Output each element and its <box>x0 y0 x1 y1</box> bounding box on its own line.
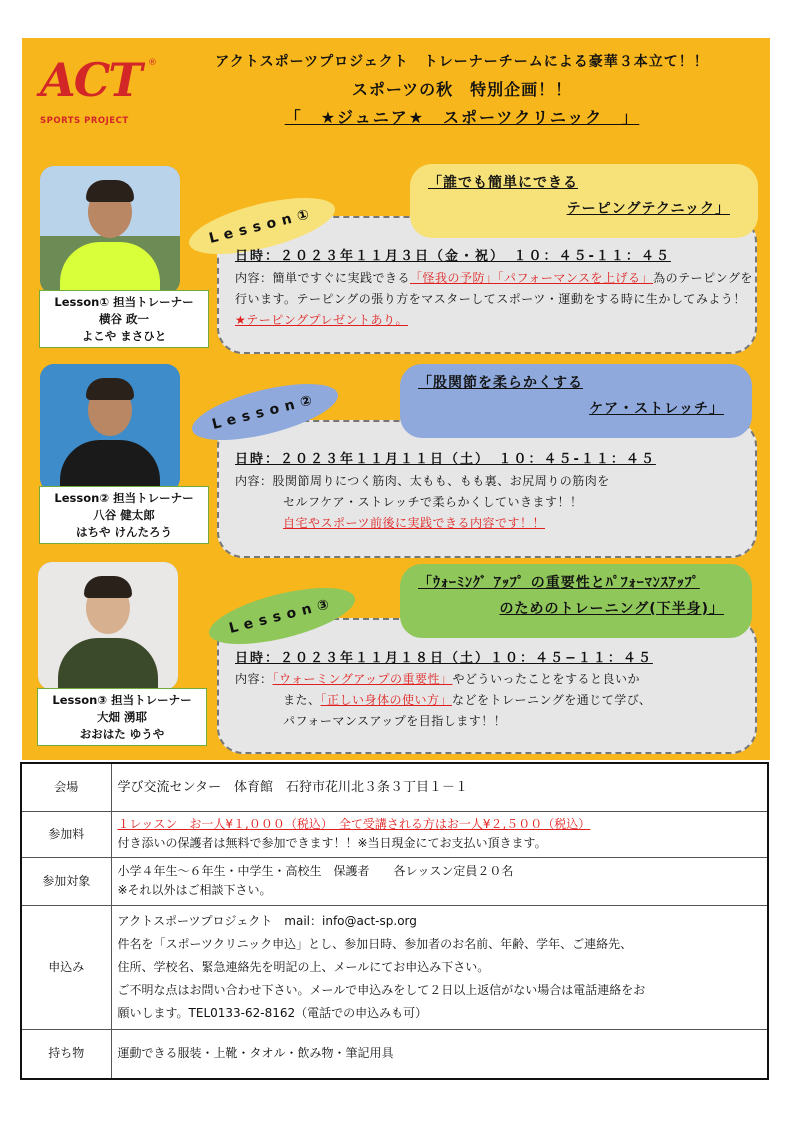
fee-note: 付き添いの保護者は無料で参加できます！！※当日現金にてお支払い頂きます。 <box>117 836 547 850</box>
lesson-3-title-line-2: のためのトレーニング(下半身)」 <box>499 601 724 617</box>
lesson-2-title-line-1: 「股関節を柔らかくする <box>418 375 583 391</box>
lesson-3-title-line-1: 「ｳｫｰﾐﾝｸﾞ ｱｯﾌﾟ の重要性とﾊﾟﾌｫｰﾏﾝｽｱｯﾌﾟ <box>418 575 700 591</box>
items-value: 運動できる服装・上靴・タオル・飲み物・筆記用具 <box>111 1029 768 1079</box>
table-row <box>21 905 768 1029</box>
header <box>172 50 752 130</box>
trainer-1-photo <box>40 166 180 294</box>
trainer-1-role: Lesson① 担当トレーナー <box>54 295 194 309</box>
logo-subtitle: SPORTS PROJECT <box>40 116 129 126</box>
lesson-3-content-line-2-prefix: また、 <box>283 693 321 707</box>
apply-value <box>111 905 768 1029</box>
lesson-2-content-line-2: セルフケア・ストレッチで柔らかくしていきます！！ <box>283 495 583 509</box>
apply-line-2: 件名を「スポーツクリニック申込」とし、参加日時、参加者のお名前、年齢、学年、ご連絡先、 <box>117 936 633 951</box>
info-table <box>20 762 769 1080</box>
lesson-3-tag: Lesson③ <box>204 577 360 656</box>
lesson-3-content-prefix: 内容： <box>235 672 273 686</box>
trainer-1-card <box>39 290 209 348</box>
lesson-1-date: 日時：２０２３年１１月３日（金・祝） １０：４５-１１：４５ <box>235 249 671 264</box>
trainer-3-photo <box>38 562 178 690</box>
lesson-3-content <box>235 669 755 732</box>
lesson-1-title <box>410 164 758 238</box>
lesson-1-content-highlight-1: 「怪我の予防」「パフォーマンスを上げる」 <box>410 271 654 285</box>
lesson-3-content-line-2: などをトレーニングを通じて学び、 <box>452 693 652 707</box>
venue-label: 会場 <box>21 763 111 811</box>
lesson-2-content <box>235 471 755 534</box>
lesson-1-content-highlight-2: ★テーピングプレゼントあり。 <box>235 313 409 327</box>
items-label: 持ち物 <box>21 1029 111 1079</box>
lesson-3-content-highlight-2: 「正しい身体の使い方」 <box>320 693 453 707</box>
lesson-3-title <box>400 564 752 638</box>
fee-value <box>111 811 768 857</box>
apply-line-4: ご不明な点はお問い合わせ下さい。メールで申込みをして２日以上返信がない場合は電話連絡をお <box>117 982 646 997</box>
lesson-1-content-middle: 為のテーピングを行います。テーピングの張り方をマスターしてスポーツ・運動をする時に生かしてみよう！ <box>235 271 753 306</box>
table-row <box>21 811 768 857</box>
lesson-1-content-prefix: 内容：簡単ですぐに実践できる <box>235 271 411 285</box>
fee-main: １レッスン お一人¥１,０００（税込） 全て受講される方はお一人¥２,５００（税込） <box>117 817 591 831</box>
trainer-1-name: 横谷 政一 <box>98 312 149 326</box>
poster <box>22 38 770 760</box>
lesson-2-tag: Lesson② <box>187 373 343 452</box>
table-row <box>21 1029 768 1079</box>
lesson-3-date: 日時：２０２３年１１月１８日（土）１０：４５−１１：４５ <box>235 651 653 666</box>
trainer-3-kana: おおはた ゆうや <box>79 727 165 741</box>
trainer-2-name: 八谷 健太郎 <box>93 508 155 522</box>
lesson-2-content-highlight: 自宅やスポーツ前後に実践できる内容です！！ <box>283 516 546 530</box>
target-line-2: ※それ以外はご相談下さい。 <box>117 883 272 897</box>
trainer-2-photo <box>40 364 180 492</box>
lesson-1-content <box>235 268 755 331</box>
lesson-2-date: 日時：２０２３年１１月１１日（土） １０：４５-１１：４５ <box>235 452 656 467</box>
target-value <box>111 857 768 905</box>
trainer-2-card <box>39 486 209 544</box>
lesson-2-title <box>400 364 752 438</box>
apply-line-5: 願いします。TEL0133-62-8162（電話での申込みも可） <box>117 1005 428 1020</box>
target-line-1: 小学４年生～６年生・中学生・高校生 保護者 各レッスン定員２０名 <box>117 864 514 878</box>
act-logo <box>40 52 162 132</box>
trainer-1-kana: よこや まさひと <box>81 329 167 343</box>
logo-registered-mark: ® <box>148 58 157 68</box>
target-label: 参加対象 <box>21 857 111 905</box>
apply-line-1: アクトスポーツプロジェクト mail：info@act-sp.org <box>117 913 417 928</box>
apply-label: 申込み <box>21 905 111 1029</box>
header-line-1: アクトスポーツプロジェクト トレーナーチームによる豪華３本立て！！ <box>215 54 709 70</box>
trainer-3-name: 大畑 湧耶 <box>96 710 147 724</box>
fee-label: 参加料 <box>21 811 111 857</box>
lesson-3-content-line-1: やどういったことをすると良いか <box>452 672 640 686</box>
lesson-2-content-line-1: 内容：股関節周りにつく筋肉、太もも、もも裏、お尻周りの筋肉を <box>235 474 610 488</box>
header-line-3: 「 ★ジュニア★ スポーツクリニック 」 <box>284 108 640 127</box>
venue-value: 学び交流センター 体育館 石狩市花川北３条３丁目１－１ <box>111 763 768 811</box>
lesson-1-tag: Lesson① <box>184 187 340 266</box>
lesson-1-title-line-1: 「誰でも簡単にできる <box>428 175 578 191</box>
table-row <box>21 763 768 811</box>
logo-text: ACT <box>40 53 141 107</box>
apply-line-3: 住所、学校名、緊急連絡先を明記の上、メールにてお申込み下さい。 <box>117 959 490 974</box>
trainer-3-role: Lesson③ 担当トレーナー <box>52 693 192 707</box>
trainer-2-kana: はちや けんたろう <box>75 525 172 539</box>
table-row <box>21 857 768 905</box>
lesson-1-title-line-2: テーピングテクニック」 <box>566 201 730 217</box>
lesson-3-content-highlight-1: 「ウォーミングアップの重要性」 <box>272 672 453 686</box>
trainer-2-role: Lesson② 担当トレーナー <box>54 491 194 505</box>
lesson-3-content-line-3: パフォーマンスアップを目指します！！ <box>283 714 507 728</box>
trainer-3-card <box>37 688 207 746</box>
header-line-2: スポーツの秋 特別企画！！ <box>351 80 573 99</box>
lesson-2-title-line-2: ケア・ストレッチ」 <box>589 401 724 417</box>
